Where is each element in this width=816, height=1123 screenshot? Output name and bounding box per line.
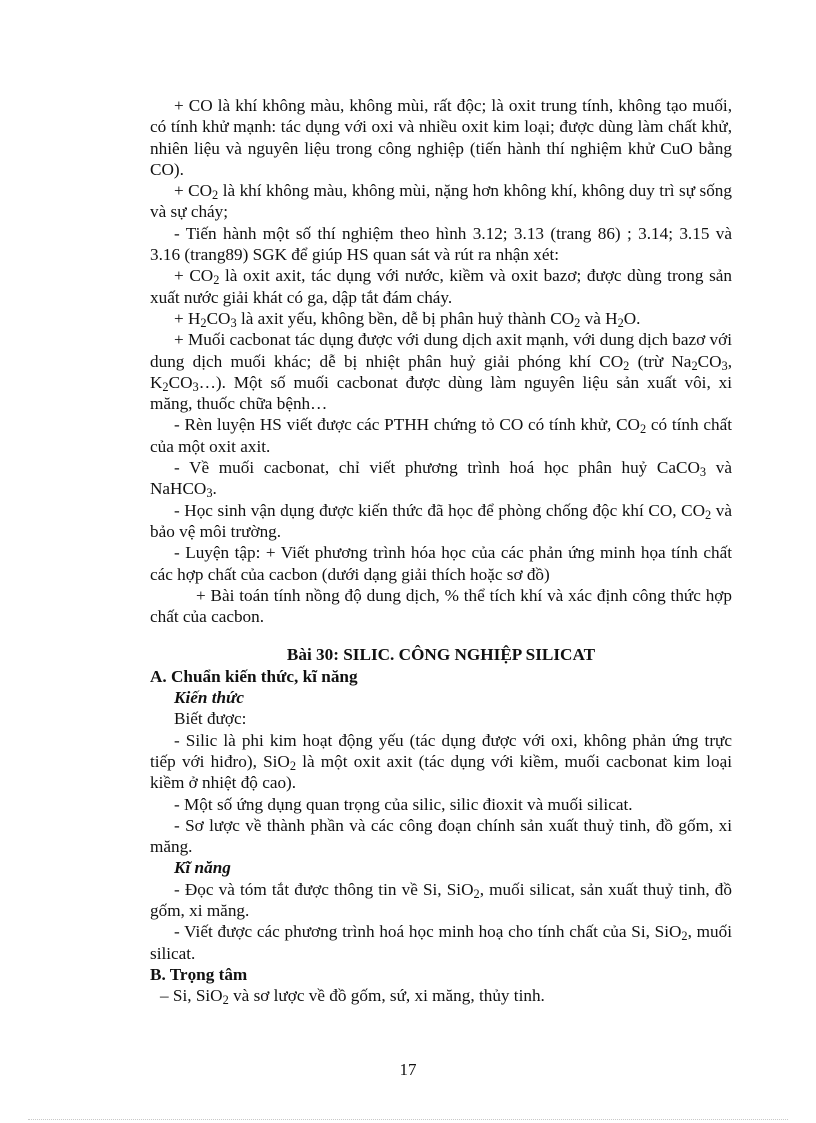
paragraph-apply: - Học sinh vận dụng được kiến thức đã học để phòng chống độc khí CO, $CO_2$ và bảo vệ môi trường.	[150, 500, 732, 541]
paragraph-co: + CO là khí không màu, không mùi, rất độc; là oxit trung tính, không tạo muối, có tính khử mạnh: tác dụng với oxi và nhiều oxit kim loại; được dùng làm chất khử, nhiên liệu và nguyên liệu trong công nghiệp (tiến hành thí nghiệm khử CuO bằng CO).	[150, 96, 732, 179]
paragraph-practice: - Rèn luyện HS viết được các PTHH chứng tỏ CO có tính khử, $CO_2$ có tính chất của một oxit axit.	[150, 415, 732, 456]
paragraph-carbonate: + Muối cacbonat tác dụng được với dung dịch axit mạnh, với dung dịch bazơ với dung dịch muối khác; dễ bị nhiệt phân huỷ giải phóng khí $CO_2$ (trừ $Na_2CO_3$, $K_2CO_3\dots$). Một số muối cacbonat được dùng làm nguyên liệu sản xuất vôi, xi măng, thuốc chữa bệnh…	[150, 330, 732, 414]
section-a-heading: A. Chuẩn kiến thức, kĩ năng	[150, 666, 358, 686]
paragraph-uses: - Một số ứng dụng quan trọng của silic, silic đioxit và muối silicat.	[174, 794, 633, 814]
paragraph-co2-gas: + $CO_2$ là khí không màu, không mùi, nặng hơn không khí, không duy trì sự sống và sự cháy;	[150, 181, 732, 222]
paragraph-exercise: - Luyện tập: + Viết phương trình hóa học của các phản ứng minh họa tính chất các hợp chất của cacbon (dưới dạng giải thích hoặc sơ đồ)	[150, 543, 732, 584]
page-bottom-divider	[28, 1119, 788, 1120]
paragraph-caco3: - Về muối cacbonat, chỉ viết phương trình hoá học phân huỷ CaCO$_3$ và NaHCO$_3$.	[150, 458, 732, 501]
paragraph-outline: - Sơ lược về thành phần và các công đoạn chính sản xuất thuỷ tinh, đồ gốm, xi măng.	[150, 815, 732, 857]
paragraph-silic: - Silic là phi kim hoạt động yếu (tác dụng được với oxi, không phản ứng trực tiếp với hiđro), SiO$_2$ là một oxit axit (tác dụng với kiềm, muối cacbonat kim loại kiềm ở nhiệt độ cao).	[150, 730, 732, 793]
lesson-title: Bài 30: SILIC. CÔNG NGHIỆP SILICAT	[286, 645, 596, 665]
know-intro: Biết được:	[174, 709, 247, 729]
paragraph-write: - Viết được các phương trình hoá học minh hoạ cho tính chất của Si, SiO$_2$, muối silicat.	[150, 922, 732, 963]
paragraph-experiment: - Tiến hành một số thí nghiệm theo hình 3.12; 3.13 (trang 86) ; 3.14; 3.15 và 3.16 (trang89) SGK để giúp HS quan sát và rút ra nhận xét:	[150, 223, 732, 265]
page-number: 17	[399, 1060, 417, 1079]
knowledge-subheading: Kiến thức	[174, 688, 244, 708]
page-content	[150, 95, 732, 1006]
paragraph-read: - Đọc và tóm tắt được thông tin về Si, SiO$_2$, muối silicat, sản xuất thuỷ tinh, đồ gốm, xi măng.	[150, 879, 732, 920]
paragraph-co2-acid: + $CO_2$ là oxit axit, tác dụng với nước, kiềm và oxit bazơ; được dùng trong sản xuất nước giải khát có ga, dập tắt đám cháy.	[150, 266, 732, 307]
paragraph-problems: + Bài toán tính nồng độ dung dịch, % thể tích khí và xác định công thức hợp chất của cacbon.	[150, 585, 732, 627]
paragraph-h2co3: + $H_2CO_3$ là axit yếu, không bền, dễ bị phân huỷ thành $CO_2$ và $H_2O$.	[174, 308, 641, 331]
paragraph-focus: – Si, SiO$_2$ và sơ lược về đồ gốm, sứ, xi măng, thủy tinh.	[160, 986, 545, 1008]
skills-subheading: Kĩ năng	[174, 858, 231, 878]
section-b-heading: B. Trọng tâm	[150, 964, 248, 984]
